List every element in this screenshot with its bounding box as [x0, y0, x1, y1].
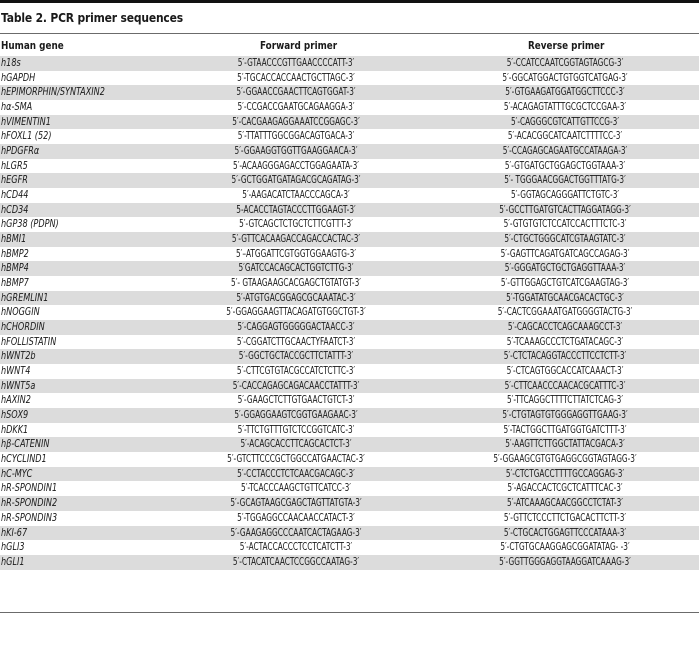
- forward-primer-cell: 5′-CAGGAGTGGGGGACTAACC-3′: [237, 321, 355, 334]
- gene-cell: hR-SPONDIN3: [1, 511, 58, 524]
- table-row: [0, 173, 699, 188]
- reverse-primer-cell: 5′-CTCTACAGGTACCCTTCCTCTT-3′: [503, 350, 627, 363]
- table-row: [0, 511, 699, 526]
- gene-cell: hBMI1: [1, 233, 27, 246]
- gene-cell: hEPIMORPHIN/SYNTAXIN2: [1, 86, 105, 99]
- gene-cell: h18s: [1, 57, 21, 69]
- bottom-divider: [0, 612, 699, 613]
- reverse-primer-cell: 5′-GTTGGAGCTGTCATCGAAGTAG-3′: [500, 277, 630, 290]
- reverse-primer-cell: 5′-ATCAAAGCAACGGCCTCTAT-3′: [507, 497, 623, 510]
- gene-cell: hFOLLISTATIN: [1, 335, 57, 348]
- table-row: [0, 467, 699, 482]
- reverse-primer-cell: 5′-CTGTAGTGTGGGAGGTTGAAG-3′: [502, 409, 628, 422]
- forward-primer-cell: 5-ACACCTAGTACCCTTGGAAGT-3′: [236, 203, 356, 216]
- forward-primer-cell: 5′-ACAGCACCTTCAGCACTCT-3′: [240, 438, 352, 451]
- table-row: [0, 437, 699, 452]
- reverse-primer-cell: 5′-AGACCACTCGCTCATTTCAC-3′: [507, 482, 623, 495]
- forward-primer-cell: 5′-GTAACCCGTTGAACCCCATT-3′: [237, 57, 355, 69]
- title-divider: [0, 33, 699, 34]
- forward-primer-cell: 5′-TGCACCACCAACTGCTTAGC-3′: [237, 71, 355, 84]
- gene-cell: hC-MYC: [1, 467, 33, 480]
- forward-primer-cell: 5′GATCCACAGCACTGGTCTTG-3′: [238, 262, 354, 275]
- gene-cell: hFOXL1 (52): [1, 130, 52, 143]
- table-row: [0, 291, 699, 306]
- table-row: [0, 203, 699, 218]
- table-body: [0, 56, 699, 570]
- table-row: [0, 393, 699, 408]
- table-row: [0, 276, 699, 291]
- table-row: [0, 261, 699, 276]
- forward-primer-cell: 5′-GCTGGATGATAGACGCAGATAG-3′: [231, 174, 361, 187]
- table-row: [0, 408, 699, 423]
- gene-cell: hVIMENTIN1: [1, 115, 51, 128]
- table-row: [0, 217, 699, 232]
- reverse-primer-cell: 5′-CCAGAGCAGAATGCCATAAGA-3′: [502, 145, 628, 158]
- forward-primer-cell: 5′-CGGATCTTGCAACTYFAATCT-3′: [236, 335, 356, 348]
- forward-primer-cell: 5′-GTCTTCCCGCTGGCCATGAACTAC-3′: [227, 453, 365, 466]
- forward-primer-cell: 5′-AAGACATCTAACCCAGCA-3′: [242, 189, 350, 202]
- reverse-primer-cell: 5′-CTGCTGGGCATCGTAAGTATC-3′: [504, 233, 626, 246]
- gene-cell: hGP38 (PDPN): [1, 218, 59, 231]
- forward-primer-cell: 5′-GGAGGAAGTTACAGATGTGGCTGT-3′: [226, 306, 366, 319]
- reverse-primer-cell: 5′-GTGTGTCTCCATCCACTTTCTC-3′: [503, 218, 627, 231]
- reverse-primer-cell: 5′-TGGATATGCAACGACACTGC-3′: [506, 291, 624, 304]
- forward-primer-cell: 5′-TCACCCAAGCTGTTCATCC-3′: [241, 482, 351, 495]
- reverse-primer-cell: 5′-GGTAGCAGGGATTCTGTC-3′: [510, 189, 620, 202]
- forward-primer-cell: 5′-GTTCACAAGACCAGACCACTAC-3′: [231, 233, 361, 246]
- table-row: [0, 423, 699, 438]
- forward-primer-cell: 5′-GGAAGGTGGTTGAAGGAACA-3′: [234, 145, 358, 158]
- reverse-primer-cell: 5′-CCATCCAATCGGTAGTAGCG-3′: [506, 57, 624, 69]
- reverse-primer-cell: 5′-GCCTTGATGTCACTTAGGATAGG-3′: [499, 203, 631, 216]
- forward-primer-cell: 5′-GGAGGAAGTCGGTGAAGAAC-3′: [234, 409, 358, 422]
- reverse-primer-cell: 5′-CAGGGCGTCATTGTTCCG-3′: [510, 115, 620, 128]
- table-row: [0, 379, 699, 394]
- forward-primer-cell: 5′-CCTACCCTCTCAACGACAGC-3′: [237, 467, 355, 480]
- gene-cell: hKI-67: [1, 526, 28, 539]
- forward-primer-cell: 5′-TTCTGTTTGTCTCCGGTCATC-3′: [237, 423, 355, 436]
- reverse-primer-cell: 5′-ACACGGCATCAATCTTTTCC-3′: [507, 130, 623, 143]
- reverse-primer-cell: 5′-GTGATGCTGGAGCTGGTAAA-3′: [504, 159, 626, 172]
- table-row: [0, 247, 699, 262]
- table-row: [0, 540, 699, 555]
- reverse-primer-cell: 5′-TACTGGCTTGATGGTGATCTTT-3′: [503, 423, 627, 436]
- gene-cell: hCD34: [1, 203, 29, 216]
- reverse-primer-cell: 5′-GTGAAGATGGATGGCTTCCC-3′: [505, 86, 625, 99]
- table-row: [0, 232, 699, 247]
- gene-cell: hBMP4: [1, 262, 29, 275]
- forward-primer-cell: 5′-CACGAAGAGGAAATCCGGAGC-3′: [232, 115, 360, 128]
- reverse-primer-cell: 5′- TGGGAACGGACTGGTTTATG-3′: [504, 174, 626, 187]
- gene-cell: hR-SPONDIN1: [1, 482, 58, 495]
- table-row: [0, 71, 699, 86]
- gene-cell: hPDGFRα: [1, 145, 40, 158]
- reverse-primer-cell: 5′-CTGTGCAAGGAGCGGATATAG- -3′: [500, 541, 630, 554]
- reverse-primer-cell: 5′-CTCAGTGGCACCATCAAACT-3′: [506, 365, 624, 378]
- gene-cell: hGREMLIN1: [1, 291, 49, 304]
- table-row: [0, 364, 699, 379]
- table-row: [0, 335, 699, 350]
- table-row: [0, 56, 699, 71]
- table-row: [0, 481, 699, 496]
- gene-cell: hLGR5: [1, 159, 28, 172]
- table-row: [0, 144, 699, 159]
- gene-cell: hα-SMA: [1, 101, 33, 114]
- reverse-primer-cell: 5′-GGTTGGGAGGTAAGGATCAAAG-3′: [499, 555, 631, 568]
- forward-primer-cell: 5′-GAAGAGGCCCAATCACTAGAAG-3′: [230, 526, 362, 539]
- table-row: [0, 526, 699, 541]
- column-header-forward: Forward primer: [260, 40, 338, 52]
- forward-primer-cell: 5′-CTTCGTGTACGCCATCTCTTC-3′: [236, 365, 356, 378]
- table-row: [0, 452, 699, 467]
- reverse-primer-cell: 5′-TTCAGGCTTTTCTTATCTCAG-3′: [506, 394, 624, 407]
- reverse-primer-cell: 5′-CAGCACCTCAGCAAAGCCT-3′: [507, 321, 623, 334]
- table-row: [0, 188, 699, 203]
- table-row: [0, 349, 699, 364]
- gene-cell: hCD44: [1, 189, 29, 202]
- gene-cell: hWNT4: [1, 365, 31, 378]
- table-row: [0, 85, 699, 100]
- forward-primer-cell: 5′-TTATTTGGCGGACAGTGACA-3′: [237, 130, 355, 143]
- forward-primer-cell: 5′-CCGACCGAATGCAGAAGGA-3′: [237, 101, 355, 114]
- table-row: [0, 555, 699, 570]
- table-row: [0, 115, 699, 130]
- forward-primer-cell: 5′–ATGGATTCGTGGTGGAAGTG-3′: [235, 247, 357, 260]
- reverse-primer-cell: 5′-GAGTTCAGATGATCAGCCAGAG-3′: [500, 247, 630, 260]
- table-row: [0, 100, 699, 115]
- gene-cell: hβ-CATENIN: [1, 438, 50, 451]
- table-row: [0, 129, 699, 144]
- column-header-gene: Human gene: [1, 40, 64, 52]
- gene-cell: hCYCLIND1: [1, 453, 47, 466]
- gene-cell: hGAPDH: [1, 71, 36, 84]
- table-header: [0, 40, 699, 55]
- forward-primer-cell: 5′-CTACATCAACTCCGGCCAATAG-3′: [232, 555, 360, 568]
- forward-primer-cell: 5′-ATGTGACGGAGCGCAAATAC-3′: [236, 291, 356, 304]
- forward-primer-cell: 5′-ACTACCACCCTCCTCATCTT-3′: [239, 541, 353, 554]
- gene-cell: hEGFR: [1, 174, 28, 187]
- reverse-primer-cell: 5′-ACAGAGTATTTGCGCTCCGAA-3′: [503, 101, 627, 114]
- table-row: [0, 159, 699, 174]
- reverse-primer-cell: 5′-GGCATGGACTGTGGTCATGAG-3′: [502, 71, 628, 84]
- gene-cell: hWNT5a: [1, 379, 36, 392]
- top-rule: [0, 0, 699, 3]
- column-header-reverse: Reverse primer: [528, 40, 605, 52]
- gene-cell: hR-SPONDIN2: [1, 497, 58, 510]
- gene-cell: hGLI1: [1, 555, 25, 568]
- forward-primer-cell: 5′-GTCAGCTCTGCTCTTCGTTT-3′: [239, 218, 353, 231]
- gene-cell: hDKK1: [1, 423, 29, 436]
- forward-primer-cell: 5′- GTAAGAAGCACGAGCTGTATGT-3′: [231, 277, 361, 290]
- forward-primer-cell: 5′-GGAACCGAACTTCAGTGGAT-3′: [236, 86, 356, 99]
- forward-primer-cell: 5′-TGGAGGCCAACAACCATACT-3′: [237, 511, 355, 524]
- forward-primer-cell: 5′-GAAGCTCTTGTGAACTGTCT-3′: [237, 394, 355, 407]
- reverse-primer-cell: 5′-CTGCACTGGAGTTCCCATAAA-3′: [503, 526, 627, 539]
- reverse-primer-cell: 5′-CACTCGGAAATGATGGGGTACTG-3′: [497, 306, 633, 319]
- table-title: Table 2. PCR primer sequences: [1, 10, 183, 25]
- reverse-primer-cell: 5′-AAGTTCTTGGCTATTACGACA-3′: [505, 438, 625, 451]
- reverse-primer-cell: 5′-GGAAGCGTGTGAGGCGGTAGTAGG-3′: [493, 453, 637, 466]
- reverse-primer-cell: 5′-GTTCTCCCTTCTGACACTTCTT-3′: [503, 511, 627, 524]
- forward-primer-cell: 5′-CACCAGAGCAGACAACCTATTT-3′: [232, 379, 360, 392]
- gene-cell: hCHORDIN: [1, 321, 45, 334]
- table-row: [0, 496, 699, 511]
- forward-primer-cell: 5′-GCAGTAAGCGAGCTAGTTATGTA-3′: [230, 497, 362, 510]
- gene-cell: hWNT2b: [1, 350, 36, 363]
- gene-cell: hBMP7: [1, 277, 29, 290]
- forward-primer-cell: 5′-ACAAGGGAGACCTGGAGAATA-3′: [233, 159, 359, 172]
- gene-cell: hBMP2: [1, 247, 29, 260]
- gene-cell: hAXIN2: [1, 394, 31, 407]
- gene-cell: hGLI3: [1, 541, 25, 554]
- reverse-primer-cell: 5′-CTTCAACCCAACACGCATTTC-3′: [504, 379, 626, 392]
- gene-cell: hNOGGIN: [1, 306, 40, 319]
- reverse-primer-cell: 5′-GGGATGCTGCTGAGGTTAAA-3′: [504, 262, 626, 275]
- gene-cell: hSOX9: [1, 409, 29, 422]
- table-row: [0, 305, 699, 320]
- table-row: [0, 320, 699, 335]
- forward-primer-cell: 5′-GGCTGCTACCGCTTCTATTT-3′: [238, 350, 354, 363]
- reverse-primer-cell: 5′-CTCTGACCTTTTGCCAGGAG-3′: [505, 467, 625, 480]
- reverse-primer-cell: 5′-TCAAAGCCCTCTGATACAGC-3′: [506, 335, 624, 348]
